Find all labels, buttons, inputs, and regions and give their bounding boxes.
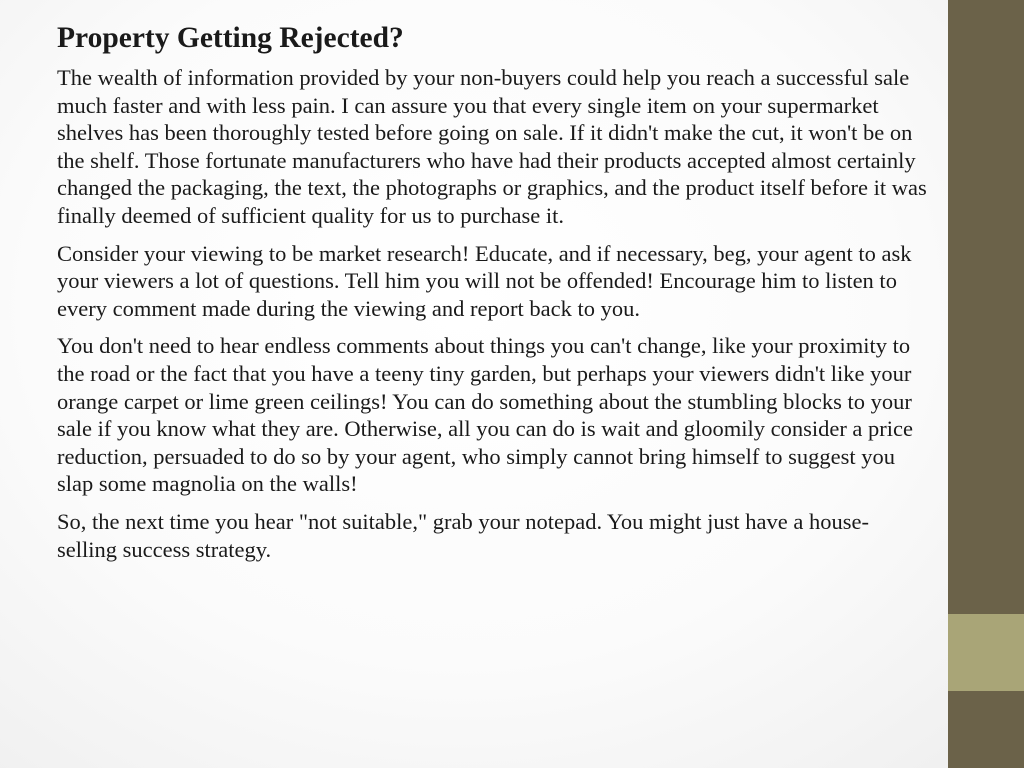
paragraph-3: You don't need to hear endless comments about things you can't change, like your proximity to the road or the fact that you have a teeny tiny garden, but perhaps your viewers didn't like your orange carpet or lime green ceilings! You can do something about the stumbling blocks to your sale if you know what they are. Otherwise, all you can do is wait and gloomily consider a price reduction, persuaded to do so by your agent, who simply cannot bring himself to suggest you slap some magnolia on the walls! <box>57 333 914 497</box>
slide-title: Property Getting Rejected? <box>57 22 404 54</box>
decorative-sidebar-band <box>948 614 1024 691</box>
slide-content <box>57 18 927 573</box>
paragraph-1: The wealth of information provided by your non-buyers could help you reach a successful sale much faster and with less pain. I can assure you that every single item on your supermarket shelves has been thoroughly tested before going on sale. If it didn't make the cut, it won't be on the shelf. Those fortunate manufacturers who have had their products accepted almost certainly changed the packaging, the text, the photographs or graphics, and the product itself before it was finally deemed of sufficient quality for us to purchase it. <box>57 65 927 228</box>
paragraph-2: Consider your viewing to be market research! Educate, and if necessary, beg, your agent to ask your viewers a lot of questions. Tell him you will not be offended! Encourage him to listen to every comment made during the viewing and report back to you. <box>57 240 912 321</box>
paragraph-4: So, the next time you hear "not suitable," grab your notepad. You might just have a house-selling success strategy. <box>57 508 869 562</box>
